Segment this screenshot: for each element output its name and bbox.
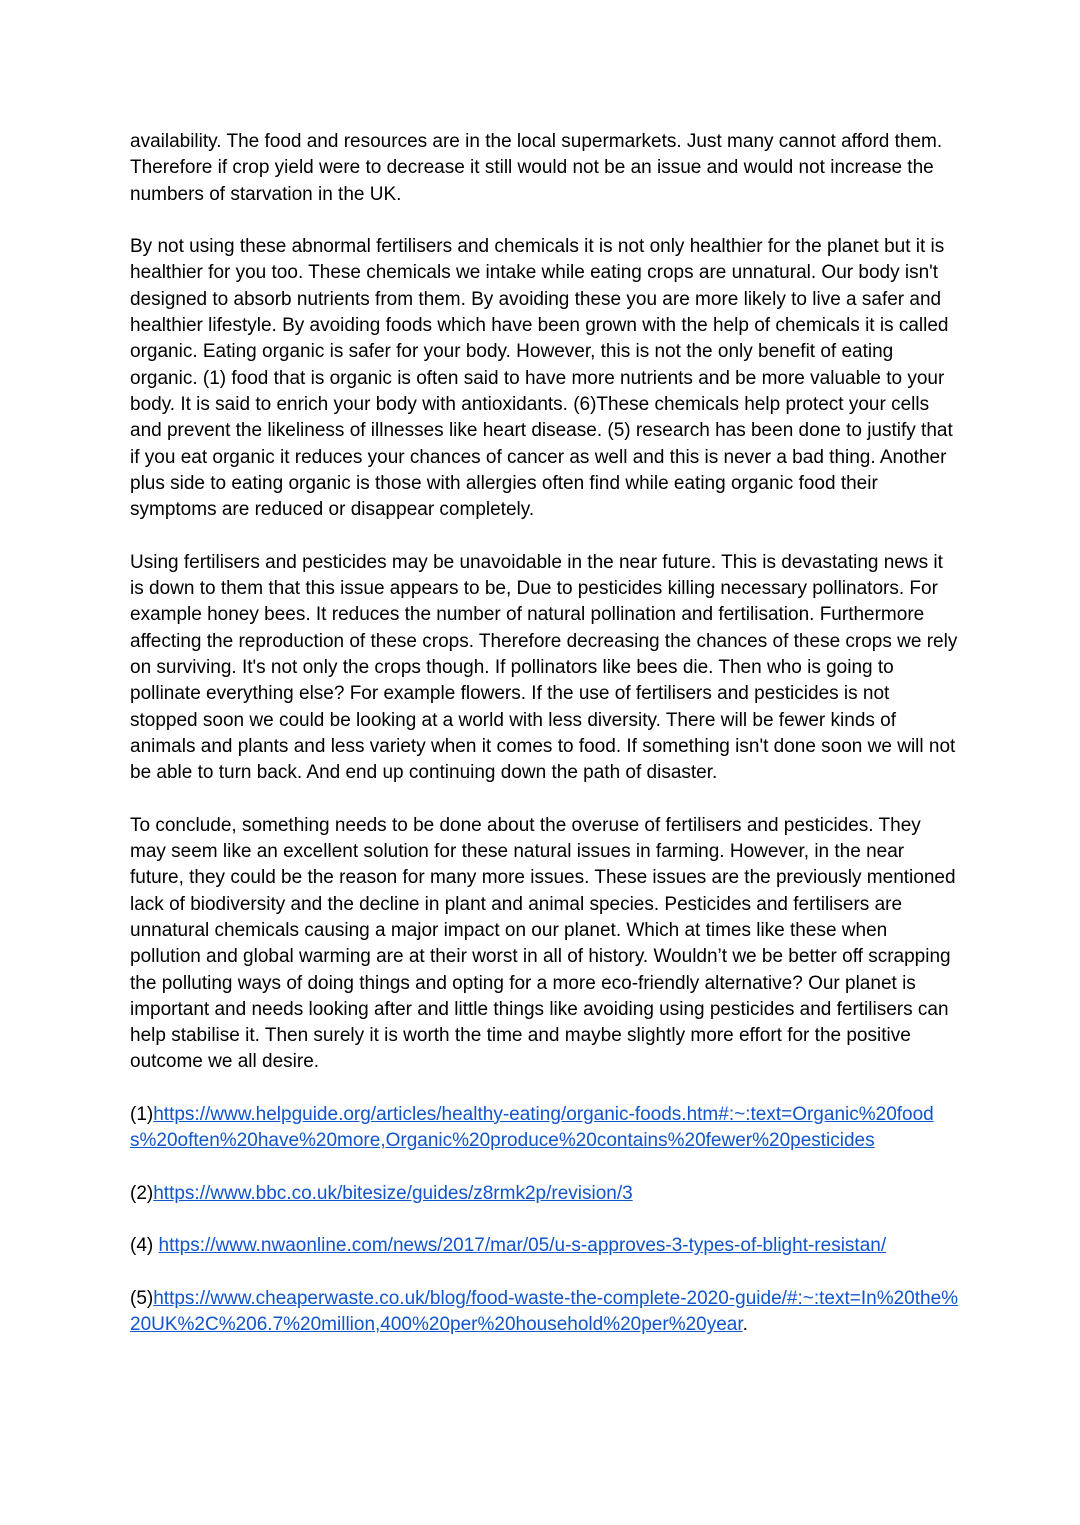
reference-1 xyxy=(130,1102,960,1155)
reference-5 xyxy=(130,1286,960,1339)
reference-link[interactable]: https://www.bbc.co.uk/bitesize/guides/z8rmk2p/revision/3 xyxy=(153,1182,633,1204)
paragraph-organic-health: By not using these abnormal fertilisers and chemicals it is not only healthier for the planet but it is healthier for you too. These chemicals we intake while eating crops are unnatural. Our body isn't designed to absorb nutrients from them. By avoiding these you are more likely to live a safer and healthier lifestyle. By avoiding foods which have been grown with the help of chemicals it is called organic. Eating organic is safer for your body. However, this is not the only benefit of eating organic. (1) food that is organic is often said to have more nutrients and be more valuable to your body. It is said to enrich your body with antioxidants. (6)These chemicals help protect your cells and prevent the likeliness of illnesses like heart disease. (5) research has been done to justify that if you eat organic it reduces your chances of cancer as well and this is never a bad thing. Another plus side to eating organic is those with allergies often find while eating organic food their symptoms are reduced or disappear completely. xyxy=(130,236,953,521)
reference-label: (1) xyxy=(130,1103,154,1125)
reference-label: (5) xyxy=(130,1288,154,1310)
reference-label: (2) xyxy=(130,1182,154,1204)
reference-4 xyxy=(130,1233,960,1259)
paragraph-pollinators: Using fertilisers and pesticides may be unavoidable in the near future. This is devastating news it is down to them that this issue appears to be, Due to pesticides killing necessary pollinators. For example honey bees. It reduces the number of natural pollination and fertilisation. Furthermore affecting the reproduction of these crops. Therefore decreasing the chances of these crops we rely on surviving. It's not only the crops though. If pollinators like bees die. Then who is going to pollinate everything else? For example flowers. If the use of fertilisers and pesticides is not stopped soon we could be looking at a world with less diversity. There will be fewer kinds of animals and plants and less variety when it comes to food. If something isn't done soon we will not be able to turn back. And end up continuing down the path of disaster. xyxy=(130,551,958,784)
reference-link[interactable]: https://www.cheaperwaste.co.uk/blog/food-waste-the-complete-2020-guide/#:~:text=In%20the%20UK%2C%206.7%20million,400%20per%20household%20per%20year xyxy=(130,1288,959,1336)
reference-link[interactable]: https://www.nwaonline.com/news/2017/mar/05/u-s-approves-3-types-of-blight-resistan/ xyxy=(158,1235,887,1257)
paragraph-conclusion: To conclude, something needs to be done about the overuse of fertilisers and pesticides. They may seem like an excellent solution for these natural issues in farming. However, in the near future, they could be the reason for many more issues. These issues are the previously mentioned lack of biodiversity and the decline in plant and animal species. Pesticides and fertilisers are unnatural chemicals causing a major impact on our planet. Which at times like these when pollution and global warming are at their worst in all of history. Wouldn’t we be better off scrapping the polluting ways of doing things and opting for a more eco-friendly alternative? Our planet is important and needs looking after and little things like avoiding using pesticides and fertilisers can help stabilise it. Then surely it is worth the time and maybe slightly more effort for the positive outcome we all desire. xyxy=(130,814,956,1073)
paragraph-availability: availability. The food and resources are in the local supermarkets. Just many cannot afford them. Therefore if crop yield were to decrease it still would not be an issue and would not increase the numbers of starvation in the UK. xyxy=(130,131,943,205)
reference-link[interactable]: https://www.helpguide.org/articles/healthy-eating/organic-foods.htm#:~:text=Organic%20foods%20often%20have%20more,Organic%20produce%20contains%20fewer%20pesticides xyxy=(130,1103,934,1152)
document-body xyxy=(130,129,960,1365)
reference-suffix: . xyxy=(742,1314,748,1336)
reference-label: (4) xyxy=(130,1235,159,1257)
reference-2 xyxy=(130,1181,960,1207)
